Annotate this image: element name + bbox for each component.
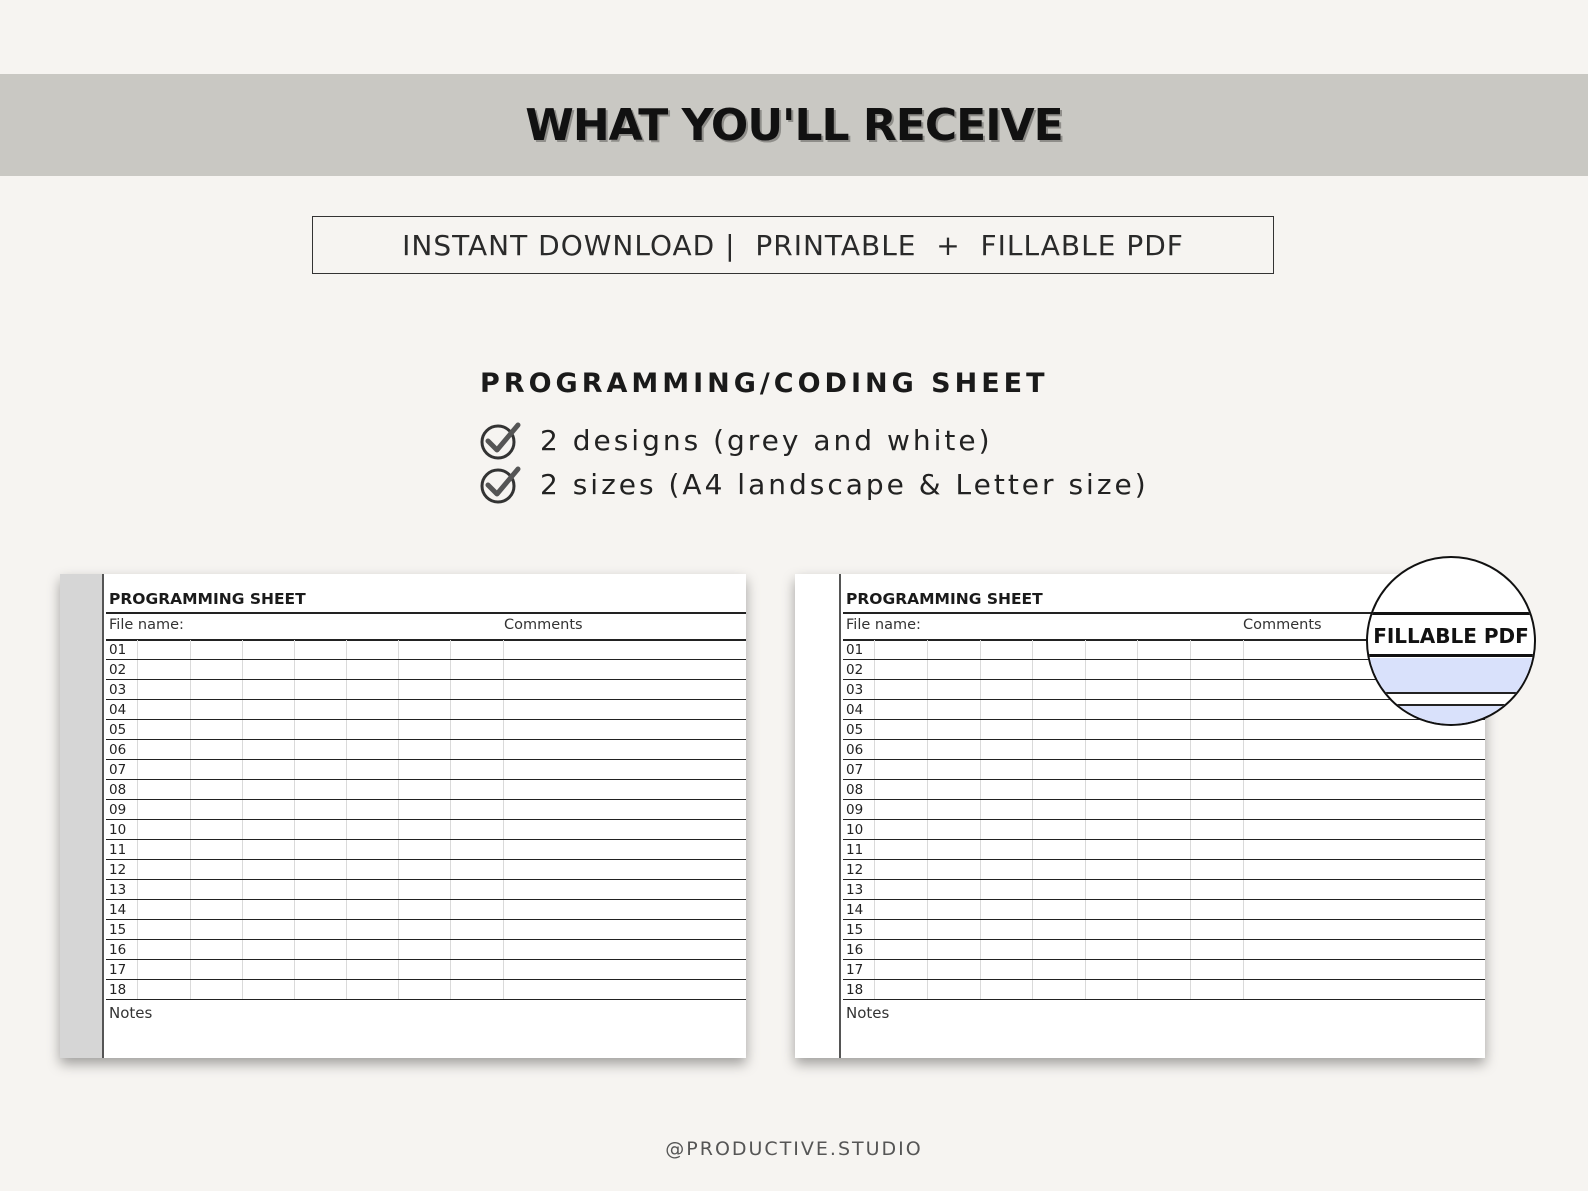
row-number: 01 bbox=[846, 642, 864, 658]
sheet-row bbox=[106, 820, 746, 840]
row-number: 12 bbox=[109, 862, 127, 878]
divider bbox=[1368, 654, 1534, 657]
row-number: 16 bbox=[846, 942, 864, 958]
row-number: 02 bbox=[109, 662, 127, 678]
sheet-row bbox=[106, 940, 746, 960]
sheet-row bbox=[843, 980, 1485, 1000]
sheet-body bbox=[106, 574, 746, 1058]
row-number: 08 bbox=[846, 782, 864, 798]
sheet-row bbox=[106, 980, 746, 1000]
row-number: 04 bbox=[109, 702, 127, 718]
row-number: 11 bbox=[109, 842, 127, 858]
footer-handle: @PRODUCTIVE.STUDIO bbox=[665, 1138, 923, 1160]
row-number: 17 bbox=[109, 962, 127, 978]
row-number: 16 bbox=[109, 942, 127, 958]
row-number: 05 bbox=[109, 722, 127, 738]
row-number: 12 bbox=[846, 862, 864, 878]
row-number: 06 bbox=[109, 742, 127, 758]
file-name-label: File name: bbox=[109, 617, 184, 633]
page-title: WHAT YOU'LL RECEIVE bbox=[525, 99, 1063, 151]
row-number: 09 bbox=[109, 802, 127, 818]
sheet-row bbox=[106, 740, 746, 760]
sheet-preview-grey bbox=[60, 574, 746, 1058]
row-number: 18 bbox=[846, 982, 864, 998]
sheet-title: PROGRAMMING SHEET bbox=[846, 590, 1043, 608]
feature-text: 2 sizes (A4 landscape & Letter size) bbox=[540, 467, 1149, 501]
sheet-row bbox=[106, 660, 746, 680]
header-banner bbox=[0, 74, 1588, 176]
comments-label: Comments bbox=[504, 617, 583, 633]
row-number: 08 bbox=[109, 782, 127, 798]
format-bar: INSTANT DOWNLOAD | PRINTABLE + FILLABLE PDF bbox=[312, 216, 1274, 274]
sheet-row bbox=[843, 960, 1485, 980]
notes-label: Notes bbox=[846, 1004, 890, 1022]
row-number: 15 bbox=[109, 922, 127, 938]
sheet-row bbox=[843, 920, 1485, 940]
fillable-field bbox=[1368, 658, 1534, 694]
row-number: 04 bbox=[846, 702, 864, 718]
feature-list bbox=[478, 418, 1149, 506]
row-number: 14 bbox=[109, 902, 127, 918]
sheet-row bbox=[106, 720, 746, 740]
sheet-sidebar bbox=[60, 574, 104, 1058]
row-number: 14 bbox=[846, 902, 864, 918]
divider bbox=[106, 612, 746, 614]
feature-text: 2 designs (grey and white) bbox=[540, 423, 993, 457]
row-number: 18 bbox=[109, 982, 127, 998]
sheet-row bbox=[843, 880, 1485, 900]
sheet-row bbox=[106, 800, 746, 820]
sheet-row bbox=[843, 840, 1485, 860]
row-number: 13 bbox=[109, 882, 127, 898]
row-number: 07 bbox=[109, 762, 127, 778]
row-number: 02 bbox=[846, 662, 864, 678]
sheet-row bbox=[106, 960, 746, 980]
row-number: 03 bbox=[109, 682, 127, 698]
row-number: 11 bbox=[846, 842, 864, 858]
comments-label: Comments bbox=[1243, 617, 1322, 633]
row-number: 05 bbox=[846, 722, 864, 738]
fillable-field bbox=[1368, 704, 1534, 726]
sheet-row bbox=[106, 680, 746, 700]
row-number: 17 bbox=[846, 962, 864, 978]
notes-label: Notes bbox=[109, 1004, 153, 1022]
row-number: 15 bbox=[846, 922, 864, 938]
row-number: 07 bbox=[846, 762, 864, 778]
check-circle-icon bbox=[478, 417, 524, 463]
row-number: 03 bbox=[846, 682, 864, 698]
sheet-row bbox=[843, 740, 1485, 760]
sheet-row bbox=[843, 780, 1485, 800]
sheet-row bbox=[106, 700, 746, 720]
sheet-row bbox=[843, 820, 1485, 840]
check-circle-icon bbox=[478, 461, 524, 507]
sheet-row bbox=[106, 900, 746, 920]
sheet-sidebar bbox=[795, 574, 841, 1058]
sheet-rows bbox=[106, 640, 746, 1000]
sheet-row bbox=[106, 880, 746, 900]
sheet-row bbox=[843, 760, 1485, 780]
sheet-row bbox=[106, 780, 746, 800]
badge-label: FILLABLE PDF bbox=[1373, 624, 1529, 648]
row-number: 09 bbox=[846, 802, 864, 818]
sheet-row bbox=[843, 800, 1485, 820]
row-number: 01 bbox=[109, 642, 127, 658]
row-number: 10 bbox=[846, 822, 864, 838]
sheet-row bbox=[106, 860, 746, 880]
feature-item bbox=[478, 418, 1149, 462]
divider bbox=[1368, 612, 1534, 615]
sheet-row bbox=[106, 760, 746, 780]
feature-title: PROGRAMMING/CODING SHEET bbox=[480, 368, 1049, 399]
fillable-pdf-badge bbox=[1366, 556, 1536, 726]
sheet-row bbox=[843, 860, 1485, 880]
sheet-row bbox=[106, 840, 746, 860]
row-number: 10 bbox=[109, 822, 127, 838]
sheet-row bbox=[843, 940, 1485, 960]
file-name-label: File name: bbox=[846, 617, 921, 633]
sheet-row bbox=[843, 900, 1485, 920]
row-number: 13 bbox=[846, 882, 864, 898]
sheet-title: PROGRAMMING SHEET bbox=[109, 590, 306, 608]
feature-item bbox=[478, 462, 1149, 506]
sheet-row bbox=[106, 640, 746, 660]
row-number: 06 bbox=[846, 742, 864, 758]
sheet-row bbox=[106, 920, 746, 940]
